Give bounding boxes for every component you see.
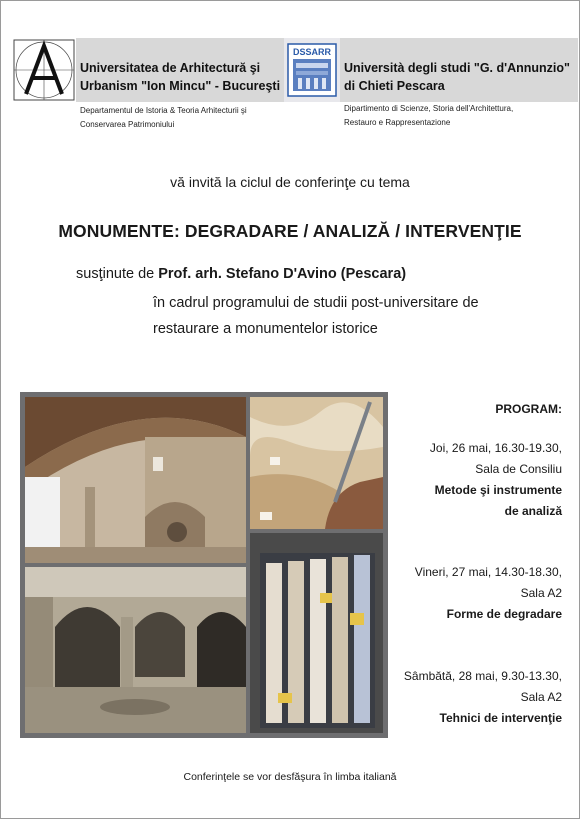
- session-3-room: Sala A2: [520, 690, 562, 704]
- right-department: [344, 102, 513, 130]
- session-3-topic: Tehnici de intervenţie: [439, 711, 562, 725]
- right-university-line1: Università degli studi "G. d'Annunzio": [344, 61, 570, 75]
- speaker-name: Prof. arh. Stefano D'Avino (Pescara): [158, 266, 407, 282]
- speaker-prefix: susţinute de: [76, 266, 159, 282]
- session-1-topic-line1: Metode şi instrumente: [434, 483, 562, 497]
- session-3-date: Sâmbătă, 28 mai, 9.30-13.30,: [403, 669, 562, 683]
- church-interior-photo: [25, 397, 246, 563]
- speaker-line: [76, 261, 406, 287]
- left-department-line2: Conservarea Patrimoniului: [80, 120, 175, 129]
- session-1-date: Joi, 26 mai, 16.30-19.30,: [429, 441, 562, 455]
- cloister-arches-photo: [25, 567, 246, 733]
- session-2-room: Sala A2: [520, 586, 562, 600]
- session-2-date: Vineri, 27 mai, 14.30-18.30,: [414, 565, 562, 579]
- svg-text:DSSARR: DSSARR: [292, 47, 332, 57]
- session-1-room: Sala de Consiliu: [475, 462, 562, 476]
- left-department-line1: Departamentul de Istoria & Teoria Arhitecturii şi: [80, 106, 247, 115]
- program-description-line2: restaurare a monumentelor istorice: [153, 321, 378, 337]
- left-university-line2: Urbanism "Ion Mincu" - Bucureşti: [80, 79, 281, 93]
- session-1-topic-line2: de analiză: [504, 504, 562, 518]
- conference-title: MONUMENTE: DEGRADARE / ANALIZĂ / INTERVENŢIE: [58, 221, 522, 241]
- session-3: [404, 666, 562, 729]
- language-note: Conferinţele se vor desfăşura în limba italiană: [183, 771, 397, 783]
- right-university-line2: di Chieti Pescara: [344, 79, 445, 93]
- invitation-text: vă invită la ciclul de conferinţe cu tema: [170, 174, 410, 190]
- dssarr-logo-icon: [284, 38, 340, 102]
- right-department-line2: Restauro e Rappresentazione: [344, 118, 451, 127]
- program-description-line1: în cadrul programului de studii post-universitare de: [153, 295, 479, 311]
- core-samples-photo: [250, 533, 383, 733]
- session-2: [415, 562, 562, 625]
- photo-collage: [20, 392, 388, 738]
- session-1: [430, 438, 562, 522]
- left-department: [80, 104, 247, 132]
- uauim-logo-icon: [12, 38, 76, 102]
- left-university-line1: Universitatea de Arhitectură şi: [80, 61, 261, 75]
- left-university-name: [80, 59, 280, 95]
- sampling-detail-photo: [250, 397, 383, 529]
- right-department-line1: Dipartimento di Scienze, Storia dell'Architettura,: [344, 104, 514, 113]
- right-university-name: [344, 59, 570, 95]
- program-heading: PROGRAM:: [495, 402, 562, 416]
- session-2-topic: Forme de degradare: [446, 607, 562, 621]
